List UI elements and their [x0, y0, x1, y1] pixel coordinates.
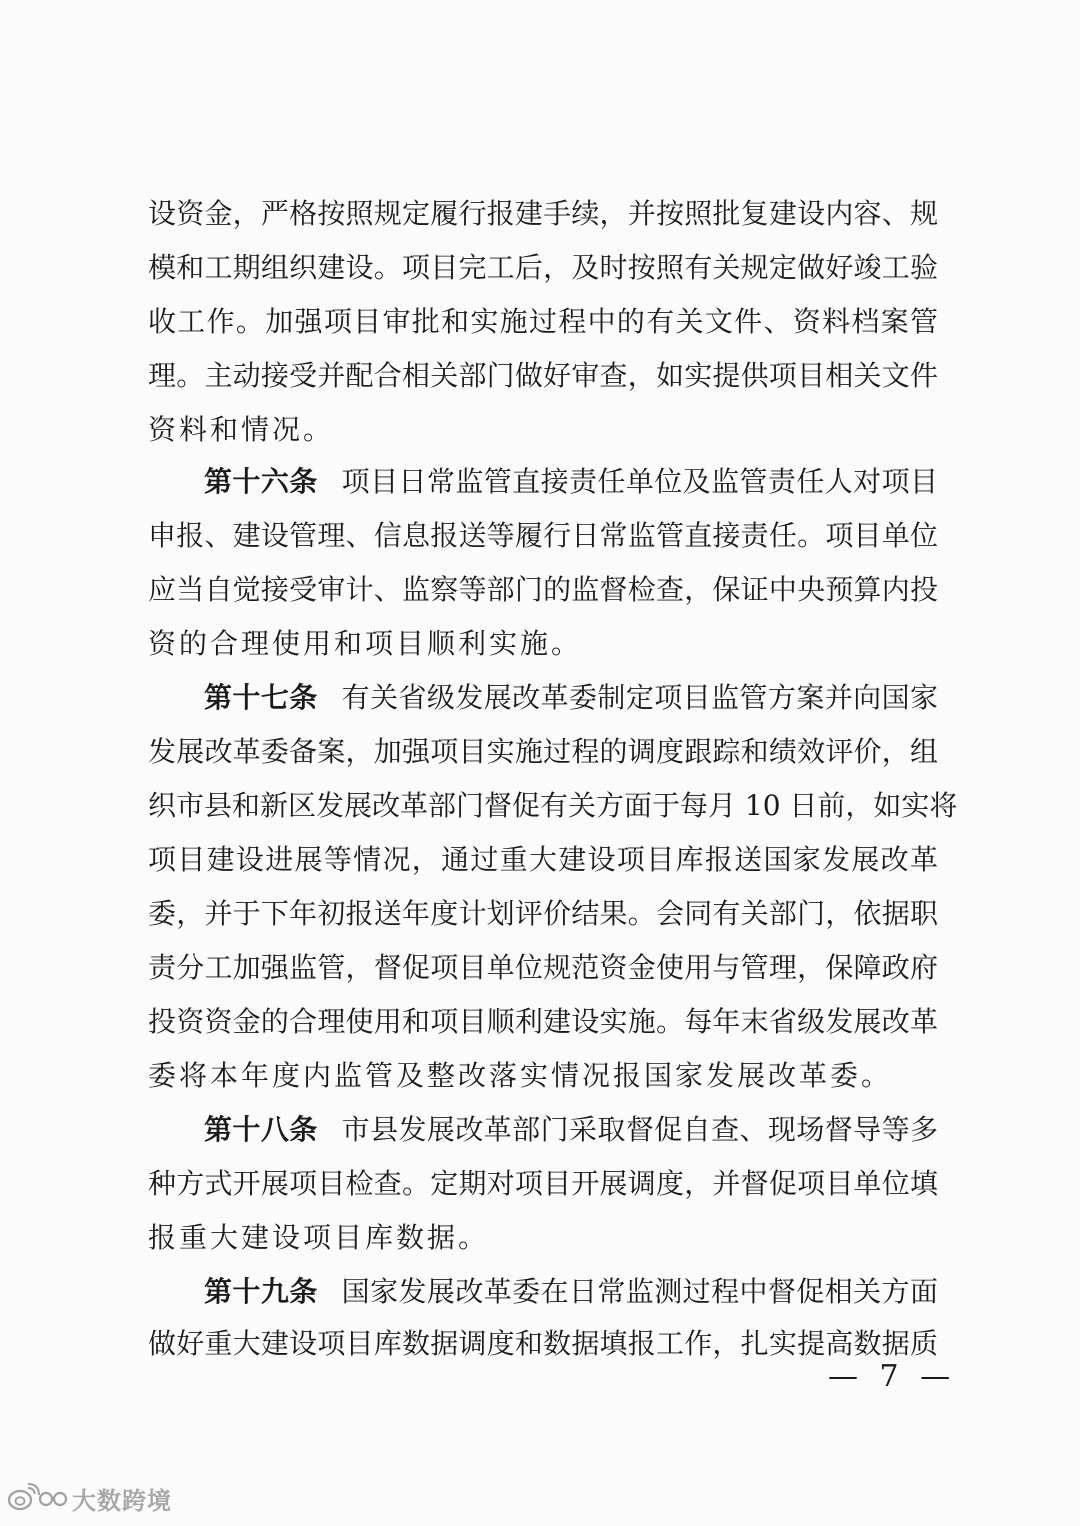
paragraph-line: 收工作。加强项目审批和实施过程中的有关文件、资料档案管 [148, 305, 938, 338]
paragraph-line: 委，并于下年初报送年度计划评价结果。会同有关部门，依据职 [148, 897, 938, 930]
paragraph-line: 设资金，严格按照规定履行报建手续，并按照批复建设内容、规 [148, 197, 938, 230]
paragraph-line: 理。主动接受并配合相关部门做好审查，如实提供项目相关文件 [148, 359, 938, 392]
paragraph-line: 种方式开展项目检查。定期对项目开展调度，并督促项目单位填 [148, 1167, 938, 1200]
paragraph-line: 报重大建设项目库数据。 [148, 1221, 490, 1254]
weibo-logo-icon [6, 1482, 68, 1514]
article-19-text: 国家发展改革委在日常监测过程中督促相关方面 [341, 1275, 938, 1308]
article-17-heading: 第十七条 [204, 681, 318, 714]
article-17-first-line [204, 676, 938, 720]
paragraph-line: 申报、建设管理、信息报送等履行日常监管直接责任。项目单位 [148, 519, 938, 552]
article-16-heading: 第十六条 [204, 465, 318, 498]
article-18-text: 市县发展改革部门采取督促自查、现场督导等多 [341, 1113, 938, 1146]
article-19-first-line [204, 1270, 938, 1314]
article-16-first-line [204, 460, 938, 504]
paragraph-line: 织市县和新区发展改革部门督促有关方面于每月 10 日前，如实将 [148, 789, 958, 822]
paragraph-line: 资的合理使用和项目顺利实施。 [148, 627, 583, 660]
article-17-text: 有关省级发展改革委制定项目监管方案并向国家 [341, 681, 938, 714]
article-19-heading: 第十九条 [204, 1275, 318, 1308]
watermark-text: 大数跨境 [72, 1486, 172, 1515]
paragraph-line: 项目建设进展等情况，通过重大建设项目库报送国家发展改革 [148, 843, 938, 876]
article-18-heading: 第十八条 [204, 1113, 318, 1146]
paragraph-line: 委将本年度内监管及整改落实情况报国家发展改革委。 [148, 1059, 893, 1092]
paragraph-line: 责分工加强监管，督促项目单位规范资金使用与管理，保障政府 [148, 951, 938, 984]
paragraph-line: 模和工期组织建设。项目完工后，及时按照有关规定做好竣工验 [148, 251, 938, 284]
paragraph-line: 资料和情况。 [148, 413, 335, 446]
paragraph-line: 应当自觉接受审计、监察等部门的监督检查，保证中央预算内投 [148, 573, 938, 606]
watermark [6, 1478, 172, 1518]
article-16-text: 项目日常监管直接责任单位及监管责任人对项目 [341, 465, 938, 498]
article-18-first-line [204, 1108, 938, 1152]
paragraph-line: 发展改革委备案，加强项目实施过程的调度跟踪和绩效评价，组 [148, 735, 938, 768]
paragraph-line: 做好重大建设项目库数据调度和数据填报工作，扎实提高数据质 [148, 1327, 938, 1360]
paragraph-line: 投资资金的合理使用和项目顺利建设实施。每年末省级发展改革 [148, 1005, 938, 1038]
page-number: — 7 — [828, 1359, 957, 1394]
